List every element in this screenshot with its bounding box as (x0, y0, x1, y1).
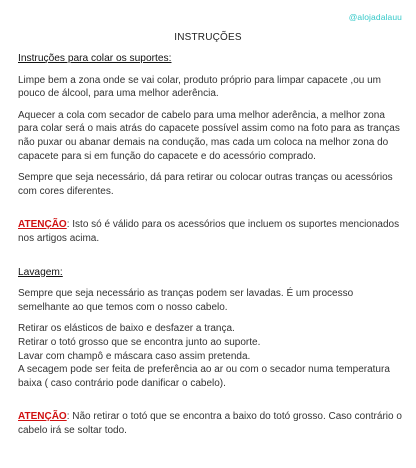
lavagem-step: Retirar o totó grosso que se encontra junto ao suporte. (18, 336, 261, 348)
warning-lavagem (18, 410, 404, 437)
paragraph-lavagem-intro: Sempre que seja necessário as tranças podem ser lavadas. É um processo semelhante ao que temos com o nosso cabelo. (18, 288, 354, 313)
social-handle: @alojadalauu (348, 12, 402, 22)
paragraph-limpeza: Limpe bem a zona onde se vai colar, produto próprio para limpar capacete ,ou um pouco de álcool, para uma melhor aderência. (18, 74, 381, 100)
page-title: INSTRUÇÕES (174, 32, 242, 43)
lavagem-step: Lavar com champô e máscara caso assim pretenda. (18, 350, 251, 362)
lavagem-steps (18, 322, 404, 390)
warning-label: ATENÇÃO (18, 411, 67, 423)
lavagem-step: A secagem pode ser feita de preferência ao ar ou com o secador numa temperatura baixa ( caso contrário pode danificar o cabelo). (18, 364, 390, 389)
document-body (18, 52, 404, 437)
warning-text: Isto só é válido para os acessórios que incluem os suportes mencionados nos artigos acima. (18, 219, 400, 244)
section-heading-lavagem: Lavagem: (18, 266, 63, 278)
warning-label: ATENÇÃO (18, 219, 67, 231)
section-heading-suportes: Instruções para colar os suportes: (18, 53, 172, 64)
paragraph-retirar-colocar: Sempre que seja necessário, dá para retirar ou colocar outras tranças ou acessórios com cores diferentes. (18, 172, 393, 197)
paragraph-aquecer-cola: Aquecer a cola com secador de cabelo para uma melhor aderência, a melhor zona para colar será o mais atrás do capacete possível assim como na foto para as tranças não puxar ou abanar demais na condução, mas cada um coloca na melhor zona do capacete para si em função do capacete e do acessório comprado. (18, 109, 400, 162)
warning-colon: : (66, 411, 70, 423)
lavagem-step: Retirar os elásticos de baixo e desfazer a trança. (18, 323, 235, 335)
warning-text: Não retirar o totó que se encontra a baixo do totó grosso. Caso contrário o cabelo irá se soltar todo. (18, 411, 402, 436)
warning-suportes (18, 218, 404, 245)
warning-colon: : (66, 219, 70, 231)
